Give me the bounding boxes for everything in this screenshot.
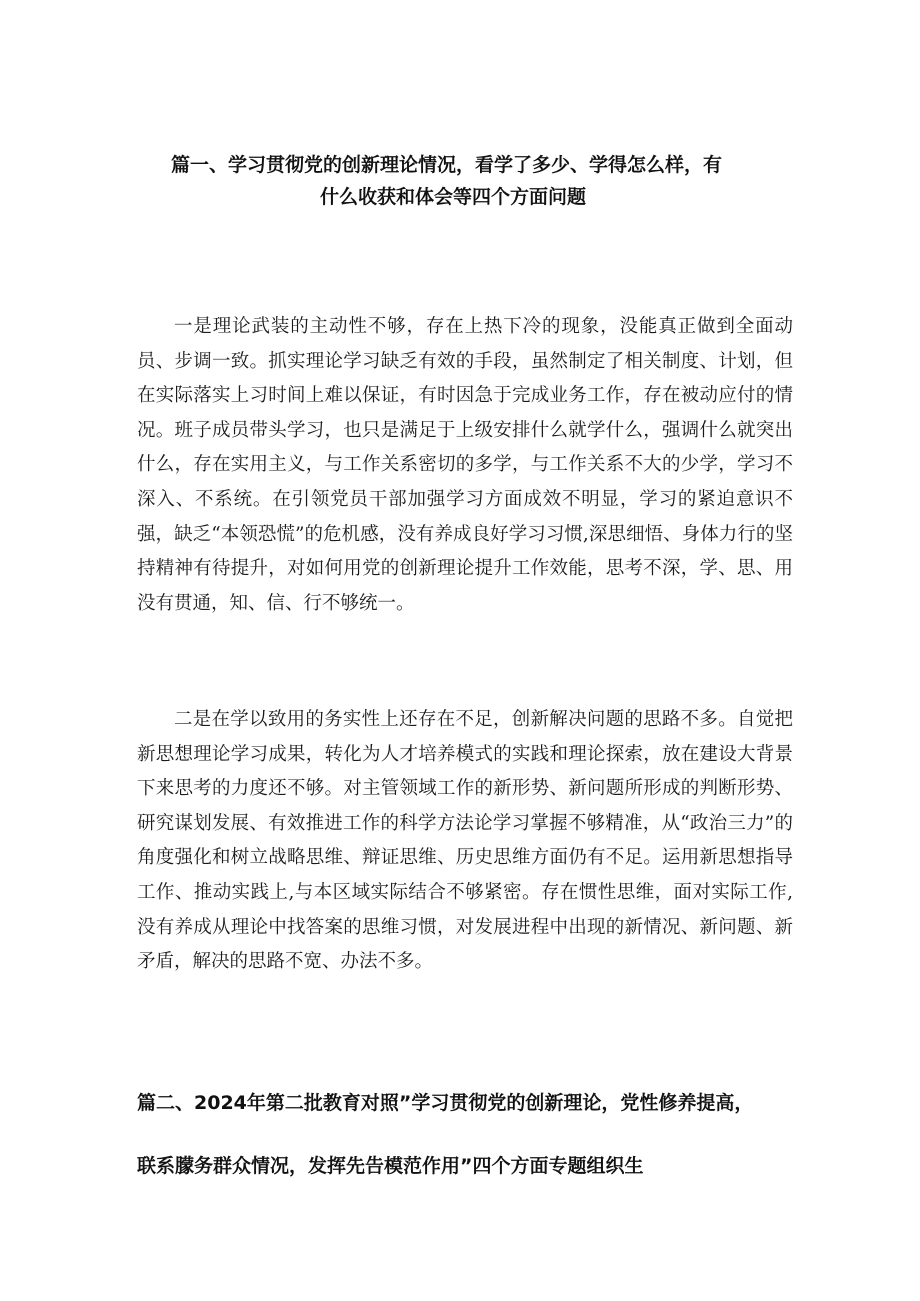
section1-title-line1: 篇一、学习贯彻党的创新理论情况，看学了多少、学得怎么样，有 xyxy=(171,154,723,176)
section1-paragraph1: 一是理论武装的主动性不够，存在上热下冷的现象，没能真正做到全面动员、步调一致。抓实理论学习缺乏有效的手段，虽然制定了相关制度、计划，但在实际落实上习时间上难以保证，有时因急于完成业务工作，存在被动应付的情况。班子成员带头学习，也只是满足于上级安排什么就学什么，强调什么就突出什么，存在实用主义，与工作关系密切的多学，与工作关系不大的少学，学习不深入、不系统。在引领党员干部加强学习方面成效不明显，学习的紧迫意识不强，缺乏“本领恐慌”的危机感，没有养成良好学习习惯,深思细悟、身体力行的坚持精神有待提升，对如何用党的创新理论提升工作效能，思考不深，学、思、用没有贯通，知、信、行不够统一。 xyxy=(137,316,793,614)
section1-paragraph1-block xyxy=(137,310,793,621)
section2-title-line1: 篇二、2024年第二批教育对照”学习贯彻党的创新理论，党性修养提高， xyxy=(137,1092,754,1114)
section1-paragraph2-block xyxy=(137,703,793,980)
section1-title-line2: 什么收获和体会等四个方面问题 xyxy=(320,186,587,208)
section1-paragraph2: 二是在学以致用的务实性上还存在不足，创新解决问题的思路不多。自觉把新思想理论学习成果，转化为人才培养模式的实践和理论探索，放在建设大背景下来思考的力度还不够。对主管领域工作的新形势、新问题所形成的判断形势、研究谋划发展、有效推进工作的科学方法论学习掌握不够精准，从“政治三力”的角度强化和树立战略思维、辩证思维、历史思维方面仍有不足。运用新思想指导工作、推动实践上,与本区域实际结合不够紧密。存在惯性思维，面对实际工作,没有养成从理论中找答案的思维习惯，对发展进程中出现的新情况、新问题、新矛盾，解决的思路不宽、办法不多。 xyxy=(137,709,793,973)
section2-title-line2: 联系朦务群众情况，发挥先告模范作用”四个方面专题组织生 xyxy=(137,1155,644,1177)
